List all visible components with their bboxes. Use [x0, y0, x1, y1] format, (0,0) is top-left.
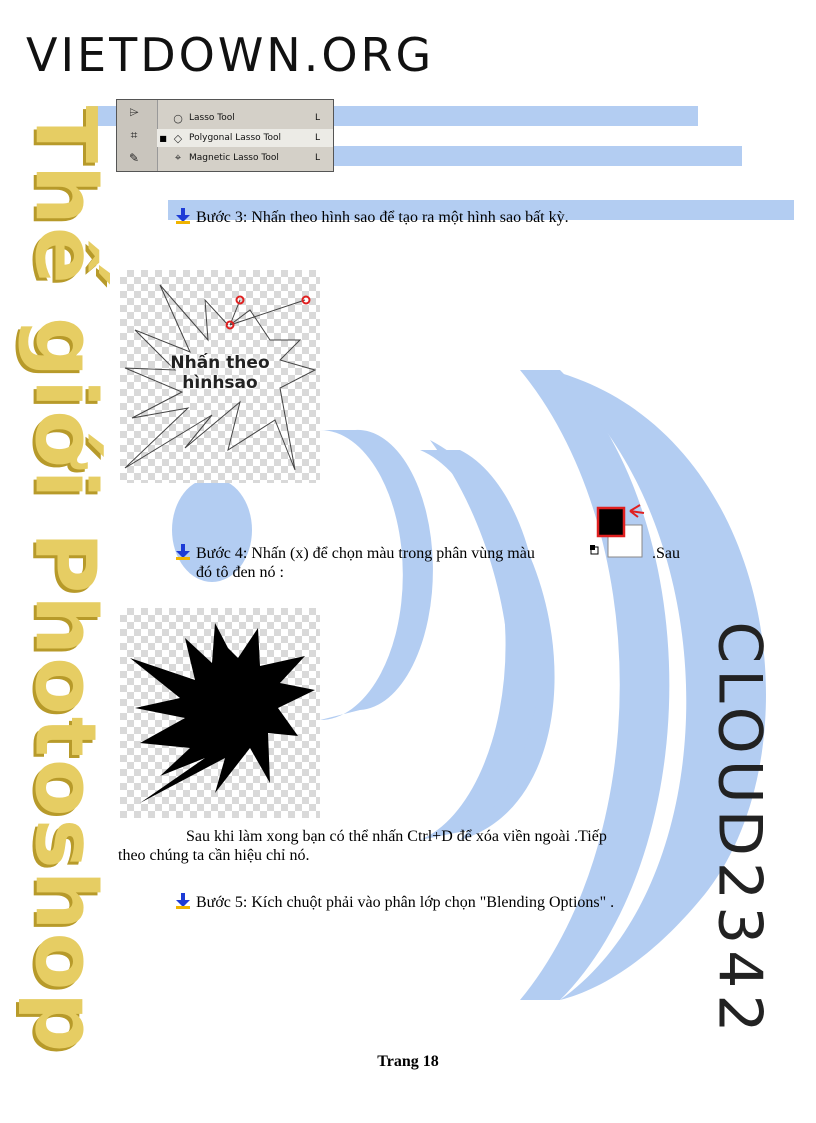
step-5-text: Bước 5: Kích chuột phải vào phân lớp chọn "Blending Options" . — [196, 894, 615, 911]
cloud-watermark-text: CLOUD2342 — [705, 621, 776, 1039]
star-label-line-1: Nhấn theo — [170, 353, 270, 373]
arrow-bullet-icon — [176, 893, 190, 909]
lasso-tool-menu — [116, 99, 334, 172]
decor-band-middle — [300, 146, 742, 166]
side-watermark — [10, 105, 120, 1055]
star-label-line-2: hìnhsao — [182, 373, 258, 393]
menu-item-label: Lasso Tool — [189, 113, 235, 123]
lasso-tool-icon: ○ — [173, 111, 183, 125]
step-3 — [176, 208, 569, 227]
step-4-tail: .Sau — [652, 545, 680, 562]
page-number: Trang 18 — [377, 1053, 439, 1070]
crop-icon[interactable]: ⌗ — [130, 127, 138, 142]
after-text-line-2: theo chúng ta cần hiệu chỉ nó. — [118, 847, 310, 864]
polygonal-lasso-tool-icon: ◇ — [173, 131, 183, 145]
lasso-icon[interactable]: ⌲ — [129, 104, 139, 119]
filled-star-image — [120, 608, 320, 818]
step-3-text: Bước 3: Nhấn theo hình sao để tạo ra một hình sao bất kỳ. — [196, 209, 569, 226]
menu-item-polygonal-lasso[interactable] — [157, 129, 333, 147]
menu-item-magnetic-lasso[interactable] — [157, 149, 333, 167]
step-5 — [176, 893, 614, 912]
toolbox-strip — [117, 100, 158, 171]
selection-bullet: ■ — [159, 133, 167, 143]
menu-item-lasso[interactable] — [157, 109, 333, 127]
color-swatch-icon — [590, 503, 648, 559]
menu-item-shortcut: L — [315, 133, 321, 143]
menu-item-label: Magnetic Lasso Tool — [189, 153, 279, 163]
menu-item-shortcut: L — [315, 113, 321, 123]
site-logo: VIETDOWN.ORG — [26, 28, 435, 82]
color-swatch-widget[interactable] — [590, 503, 648, 559]
step-4-text: Bước 4: Nhấn (x) để chọn màu trong phân vùng màu — [196, 545, 535, 562]
side-watermark-text: Thế giới Photoshop — [16, 105, 114, 1055]
step-4 — [176, 544, 535, 563]
star-outline-image — [120, 270, 320, 483]
arrow-bullet-icon — [176, 208, 190, 224]
menu-item-shortcut: L — [315, 153, 321, 163]
magnetic-lasso-tool-icon: ⌖ — [174, 151, 182, 164]
step-4-line-2: đó tô đen nó : — [196, 564, 284, 581]
healing-brush-icon[interactable]: ✎ — [128, 151, 140, 165]
filled-star-shape — [120, 608, 320, 818]
cloud-watermark — [690, 621, 790, 1039]
after-text-line-1: Sau khi làm xong bạn có thể nhấn Ctrl+D để xóa viền ngoài .Tiếp — [186, 828, 607, 845]
arrow-bullet-icon — [176, 544, 190, 560]
menu-item-label: Polygonal Lasso Tool — [189, 133, 281, 143]
